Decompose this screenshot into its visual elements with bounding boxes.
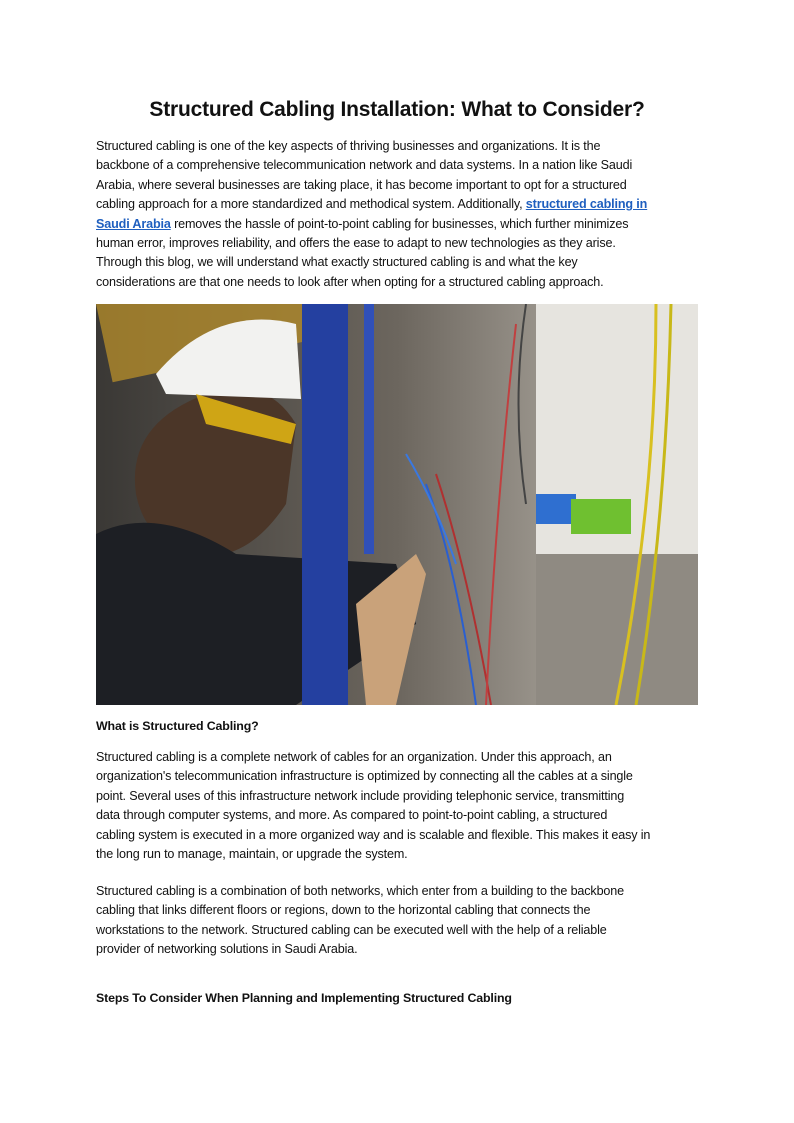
technician-photo bbox=[96, 304, 698, 705]
section1-paragraph2: Structured cabling is a combination of both networks, which enter from a building to the backbone cabling that links different floors or regions, down to the horizontal cabling that connects the workstations to the network. Structured cabling can be executed well with the help of a reliable provider of networking solutions in Saudi Arabia. bbox=[96, 884, 624, 957]
structured-cabling-link[interactable]: structured cabling in bbox=[525, 197, 648, 212]
blue-pole bbox=[302, 304, 348, 705]
page-title: Structured Cabling Installation: What to Consider? bbox=[149, 98, 645, 121]
terminal-block bbox=[571, 499, 631, 534]
section-heading-steps: Steps To Consider When Planning and Implementing Structured Cabling bbox=[96, 991, 512, 1005]
section1-paragraph1: Structured cabling is a complete network of cables for an organization. Under this approach, an organization's telecommunication infrastructure is optimized by connecting all the cables at a single point. Several uses of this infrastructure network include providing telephonic service, transmitting data through computer systems, and more. As compared to point-to-point cabling, a structured cabling system is executed in a more organized way and is scalable and flexible. This makes it easy in the long run to manage, maintain, or upgrade the system. bbox=[96, 750, 651, 862]
technician-illustration bbox=[96, 304, 698, 705]
connector-block bbox=[536, 494, 576, 524]
structured-cabling-link-cont[interactable]: Saudi Arabia bbox=[96, 216, 171, 231]
intro-paragraph: Structured cabling is one of the key aspects of thriving businesses and organizations. It is the backbone of a comprehensive telecommunication network and data systems. In a nation like Saudi Arabia, where several businesses are taking place, it has become important to opt for a structured cabling approach for a more standardized and methodical system. Additionally, structured cabling in Saudi Arabia removes the hassle of point-to-point cabling for businesses, which further minimizes human error, improves reliability, and offers the ease to adapt to new technologies as they arise. Through this blog, we will understand what exactly structured cabling is and what the key considerations are that one needs to look after when opting for a structured cabling approach. bbox=[96, 139, 648, 289]
section-heading-what-is: What is Structured Cabling? bbox=[96, 719, 259, 733]
